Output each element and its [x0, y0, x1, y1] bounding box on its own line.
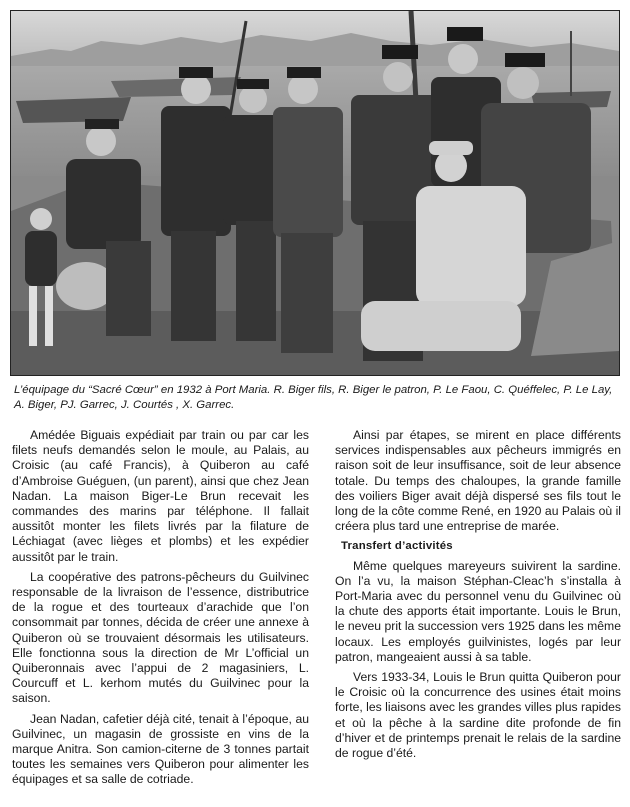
paragraph: Ainsi par étapes, se mirent en place différents services indispensables aux pêcheurs immigrés en raison soit de leur insuffisance, soit de leur absence totale. Du temps des chaloupes, la grande famille des voiliers Biger avait déjà dispersé ses fils tout le long de la côte comme René, en 1920 au Palais où il créera plus tard une entreprise de marée.	[335, 428, 621, 534]
paragraph: Jean Nadan, cafetier déjà cité, tenait à l’époque, au Guilvinec, un magasin de grossiste en vins de la marque Anitra. Son camion-citerne de 3 tonnes partait toutes les semaines vers Quiberon pour alimenter les équipages et sa salle de cotriade.	[12, 711, 309, 787]
photo-caption: L’équipage du “Sacré Cœur” en 1932 à Port Maria. R. Biger fils, R. Biger le patron, P. Le Faou, C. Quéffelec, P. Le Lay, A. Biger, PJ. Garrec, J. Courtés , X. Garrec.	[14, 384, 613, 411]
paragraph: La coopérative des patrons-pêcheurs du Guilvinec responsable de la livraison de l’essence, distributrice de la rogue et des tourteaux d’arachide que l’on consommait par tonnes, décida de créer une annexe à Quiberon où se trouvaient désormais les utilisateurs. Elle fonctionna sous la direction de Mr L’official un Quiberonnais avec l’appui de 2 magasiniers, L. Courcuff et L. kerhom mutés du Guilvinec pour la saison.	[12, 569, 309, 706]
crew-photo-illustration	[11, 11, 619, 375]
paragraph: Même quelques mareyeurs suivirent la sardine. On l’a vu, la maison Stéphan-Cleac’h s’installa à Port-Maria avec du personnel venu du Guilvinec où la chute des apports était importante. Louis le Brun, le neveu prit la succession vers 1925 dans les même locaux. Les employés guilvinistes, logés par leur patron, mangeaient aussi à sa table.	[335, 558, 621, 664]
paragraph: Amédée Biguais expédiait par train ou par car les filets neufs demandés selon le moule, au Palais, au Croisic (au café Francis), à Quiberon au café d’Ambroise Guéguen, (un parent), ainsi que chez Jean Nadan. La maison Biger-Le Brun recevait les commandes des marins par téléphone. Il fallait aussitôt monter les filets livrés par la filature de Léchiagat (avec lièges et plombs) et les expédier aussitôt par le train.	[12, 428, 309, 564]
paragraph: Vers 1933-34, Louis le Brun quitta Quiberon pour le Croisic où la concurrence des usines était moins forte, les liaisons avec les grandes villes plus rapides et où la pêche à la sardine dite profonde de fin d’hiver et de printemps prenait le relais de la sardine de rogue d’été.	[335, 670, 621, 761]
section-heading: Transfert d’activités	[341, 540, 453, 553]
crew-photo	[10, 10, 620, 376]
left-column	[12, 428, 309, 793]
right-column	[335, 428, 621, 766]
